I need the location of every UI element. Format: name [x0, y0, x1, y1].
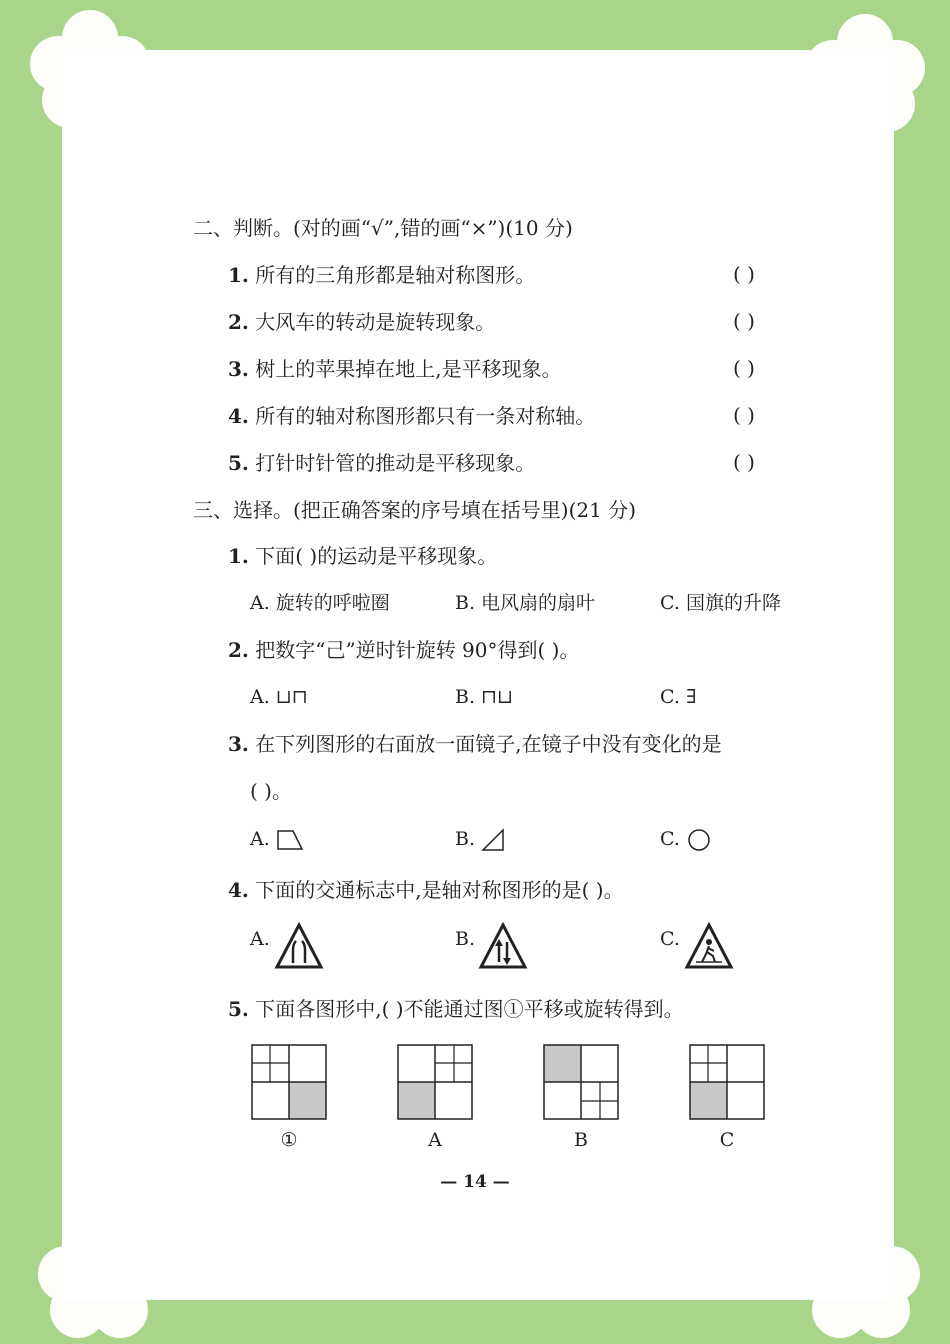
item-text: 树上的苹果掉在地上,是平移现象。 [255, 357, 562, 381]
item-text: 大风车的转动是旋转现象。 [255, 310, 496, 334]
item-number: 1. [228, 263, 249, 287]
option-label: B. [455, 828, 476, 850]
judge-item-4 [228, 403, 595, 429]
choice-q5 [228, 996, 684, 1022]
judge-item-2 [228, 309, 495, 335]
section-3-title: 三、选择。(把正确答案的序号填在括号里)(21 分) [193, 498, 637, 522]
option-label: B. [455, 928, 476, 950]
trapezoid-shape [276, 828, 304, 852]
item-number: 5. [228, 451, 249, 475]
figure-c-grid[interactable] [689, 1044, 765, 1120]
item-text: 所有的三角形都是轴对称图形。 [255, 263, 536, 287]
circle-shape [686, 828, 712, 852]
item-number: 4. [228, 878, 249, 902]
q3-option-b[interactable] [455, 826, 507, 852]
q3-option-a[interactable] [250, 826, 304, 852]
item-text: 在下列图形的右面放一面镜子,在镜子中没有变化的是 [255, 732, 722, 756]
answer-bracket-4[interactable]: ( ) [733, 403, 755, 427]
judge-item-1 [228, 262, 535, 288]
figure-1-grid [251, 1044, 327, 1120]
item-number: 5. [228, 997, 249, 1021]
q1-option-b[interactable]: B. 电风扇的扇叶 [455, 592, 596, 614]
answer-bracket-3[interactable]: ( ) [733, 356, 755, 380]
right-triangle-shape [481, 828, 507, 852]
option-label: A. [250, 928, 270, 950]
option-label: C. [660, 828, 680, 850]
two-way-traffic-sign-icon [478, 922, 528, 970]
judge-item-5 [228, 450, 535, 476]
page-number: — 14 — [440, 1172, 510, 1192]
item-text: 下面的交通标志中,是轴对称图形的是( )。 [255, 878, 624, 902]
road-narrows-sign-icon [274, 922, 324, 970]
figure-b-grid[interactable] [543, 1044, 619, 1120]
answer-bracket-2[interactable]: ( ) [733, 309, 755, 333]
item-text: 所有的轴对称图形都只有一条对称轴。 [255, 404, 596, 428]
item-text: 把数字“己”逆时针旋转 90°得到( )。 [255, 638, 580, 662]
item-number: 2. [228, 310, 249, 334]
option-label: A. [250, 828, 270, 850]
q4-option-a[interactable] [250, 926, 270, 952]
figure-b-label: B [574, 1129, 588, 1151]
q3-answer-bracket[interactable]: ( )。 [250, 779, 292, 803]
q2-option-c[interactable]: C. ∃ [660, 686, 697, 708]
item-number: 1. [228, 544, 249, 568]
choice-q4 [228, 877, 624, 903]
item-text: 下面各图形中,( )不能通过图①平移或旋转得到。 [255, 997, 684, 1021]
q4-option-c[interactable] [660, 926, 680, 952]
item-number: 3. [228, 357, 249, 381]
q1-option-c[interactable]: C. 国旗的升降 [660, 592, 781, 614]
q3-option-c[interactable] [660, 826, 712, 852]
answer-bracket-5[interactable]: ( ) [733, 450, 755, 474]
choice-q1 [228, 543, 497, 569]
answer-bracket-1[interactable]: ( ) [733, 262, 755, 286]
choice-q3 [228, 731, 722, 757]
option-label: C. [660, 928, 680, 950]
figure-a-grid[interactable] [397, 1044, 473, 1120]
figure-a-label: A [428, 1129, 442, 1151]
judge-item-3 [228, 356, 562, 382]
item-number: 3. [228, 732, 249, 756]
figure-c-label: C [719, 1129, 735, 1151]
item-text: 下面( )的运动是平移现象。 [255, 544, 498, 568]
pedestrian-crossing-sign-icon [684, 922, 734, 970]
item-text: 打针时针管的推动是平移现象。 [255, 451, 536, 475]
item-number: 4. [228, 404, 249, 428]
item-number: 2. [228, 638, 249, 662]
q4-option-b[interactable] [455, 926, 475, 952]
q2-option-a[interactable]: A. ⊔⊓ [250, 686, 308, 708]
choice-q2 [228, 637, 579, 663]
q2-option-b[interactable]: B. ⊓⊔ [455, 686, 513, 708]
q1-option-a[interactable]: A. 旋转的呼啦圈 [250, 592, 390, 614]
section-2-title: 二、判断。(对的画“√”,错的画“×”)(10 分) [193, 216, 573, 240]
figure-1-label: ① [280, 1129, 298, 1151]
